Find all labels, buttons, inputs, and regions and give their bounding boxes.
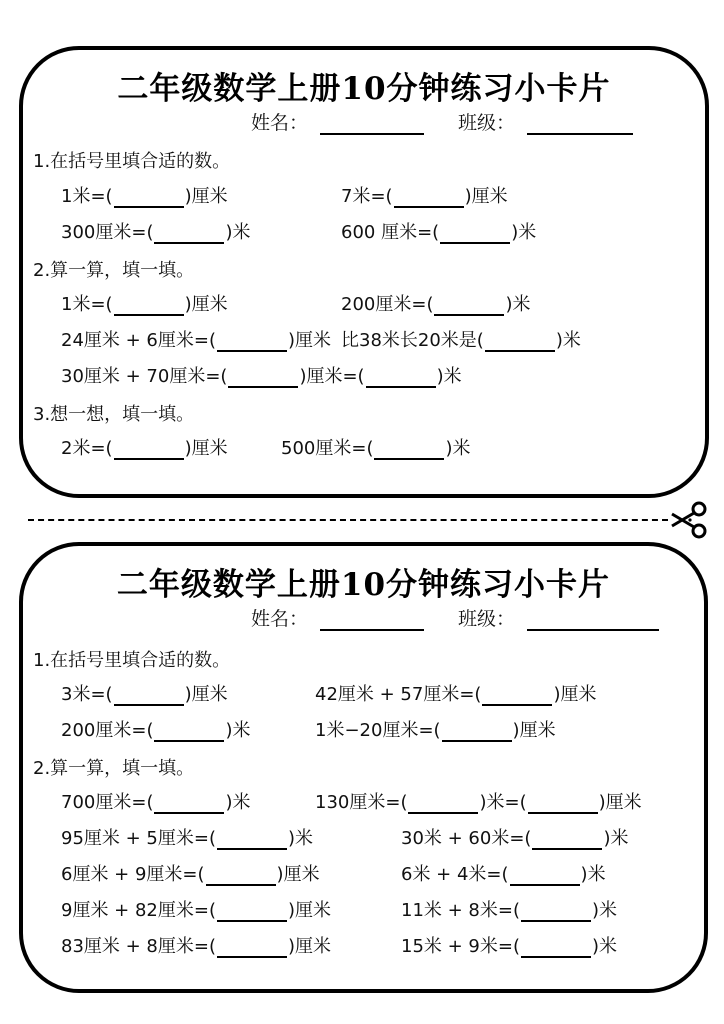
exercise-item (61, 218, 341, 244)
answer-blank[interactable] (394, 186, 464, 208)
question-text: 200厘米=( (341, 294, 434, 315)
section-heading: 2.算一算，填一填。 (33, 758, 195, 779)
name-label: 姓名： (251, 112, 309, 134)
exercise-row (61, 326, 581, 352)
unit-text: )米 (225, 792, 251, 813)
question-text: 1米=( (61, 186, 113, 207)
exercise-item (315, 716, 556, 742)
exercise-row (61, 434, 471, 460)
exercise-row (61, 182, 508, 208)
answer-blank[interactable] (228, 366, 298, 388)
answer-blank[interactable] (154, 222, 224, 244)
answer-blank[interactable] (442, 720, 512, 742)
section-heading: 2.算一算，填一填。 (33, 260, 195, 281)
unit-text: )厘米=( (299, 366, 365, 387)
answer-blank[interactable] (528, 792, 598, 814)
unit-text: )厘米 (598, 792, 642, 813)
question-text: 30厘米 + 70厘米=( (61, 366, 228, 387)
question-text: 比38米长20米是( (341, 330, 484, 351)
exercise-item (61, 896, 401, 922)
exercise-row (61, 716, 556, 742)
answer-blank[interactable] (485, 330, 555, 352)
exercise-item (61, 434, 281, 460)
exercise-item (61, 182, 341, 208)
name-blank[interactable] (320, 111, 424, 135)
answer-blank[interactable] (217, 330, 287, 352)
unit-text: )米 (592, 936, 618, 957)
exercise-item (61, 932, 401, 958)
unit-text: )厘米 (288, 330, 332, 351)
question-text: 3米=( (61, 684, 113, 705)
answer-blank[interactable] (217, 900, 287, 922)
exercise-row (61, 824, 628, 850)
unit-text: )米 (436, 366, 462, 387)
exercise-item (401, 824, 628, 850)
question-text: 42厘米 + 57厘米=( (315, 684, 482, 705)
answer-blank[interactable] (510, 864, 580, 886)
question-text: 15米 + 9米=( (401, 936, 520, 957)
question-text: 7米=( (341, 186, 393, 207)
unit-text: )米 (555, 330, 581, 351)
exercise-row (61, 932, 617, 958)
exercise-item (341, 182, 508, 208)
exercise-item (401, 896, 617, 922)
exercise-item (341, 326, 581, 352)
unit-text: )厘米 (464, 186, 508, 207)
answer-blank[interactable] (440, 222, 510, 244)
class-blank[interactable] (527, 607, 659, 631)
cut-dashed-line (28, 519, 668, 521)
exercise-row (61, 788, 642, 814)
unit-text: )米 (288, 828, 314, 849)
card-title: 二年级数学上册10分钟练习小卡片 (116, 567, 611, 603)
answer-blank[interactable] (114, 294, 184, 316)
student-info-row (251, 604, 659, 631)
card-title: 二年级数学上册10分钟练习小卡片 (117, 71, 611, 107)
unit-text: )米 (603, 828, 629, 849)
exercise-item (61, 362, 462, 388)
unit-text: )厘米 (288, 936, 332, 957)
exercise-item (61, 824, 401, 850)
answer-blank[interactable] (532, 828, 602, 850)
exercise-row (61, 896, 617, 922)
question-text: 200厘米=( (61, 720, 154, 741)
answer-blank[interactable] (521, 900, 591, 922)
answer-blank[interactable] (374, 438, 444, 460)
unit-text: )厘米 (512, 720, 556, 741)
unit-text: )厘米 (184, 294, 228, 315)
answer-blank[interactable] (434, 294, 504, 316)
exercise-row (61, 362, 462, 388)
unit-text: )厘米 (553, 684, 597, 705)
exercise-item (341, 218, 536, 244)
question-text: 11米 + 8米=( (401, 900, 520, 921)
answer-blank[interactable] (482, 684, 552, 706)
answer-blank[interactable] (114, 438, 184, 460)
answer-blank[interactable] (154, 792, 224, 814)
unit-text: )米 (580, 864, 606, 885)
exercise-row (61, 218, 536, 244)
exercise-item (61, 716, 315, 742)
name-label: 姓名： (251, 608, 309, 630)
question-text: 700厘米=( (61, 792, 154, 813)
practice-card-2 (19, 542, 708, 993)
class-blank[interactable] (527, 111, 633, 135)
section-heading: 3.想一想，填一填。 (33, 404, 195, 425)
answer-blank[interactable] (217, 936, 287, 958)
question-text: 83厘米 + 8厘米=( (61, 936, 216, 957)
unit-text: )米=( (479, 792, 527, 813)
exercise-item (61, 680, 315, 706)
exercise-item (281, 434, 471, 460)
question-text: 6米 + 4米=( (401, 864, 509, 885)
answer-blank[interactable] (366, 366, 436, 388)
question-text: 24厘米 + 6厘米=( (61, 330, 216, 351)
exercise-row (61, 680, 596, 706)
student-info-row (251, 108, 633, 135)
exercise-item (401, 860, 606, 886)
question-text: 6厘米 + 9厘米=( (61, 864, 205, 885)
question-text: 30米 + 60米=( (401, 828, 532, 849)
unit-text: )厘米 (276, 864, 320, 885)
exercise-item (61, 860, 401, 886)
answer-blank[interactable] (408, 792, 478, 814)
answer-blank[interactable] (154, 720, 224, 742)
exercise-item (315, 788, 642, 814)
unit-text: )厘米 (184, 438, 228, 459)
answer-blank[interactable] (217, 828, 287, 850)
name-blank[interactable] (320, 607, 424, 631)
question-text: 1米=( (61, 294, 113, 315)
question-text: 1米−20厘米=( (315, 720, 441, 741)
answer-blank[interactable] (206, 864, 276, 886)
unit-text: )米 (225, 222, 251, 243)
exercise-item (61, 290, 341, 316)
section-heading: 1.在括号里填合适的数。 (33, 650, 231, 671)
answer-blank[interactable] (114, 684, 184, 706)
question-text: 95厘米 + 5厘米=( (61, 828, 216, 849)
question-text: 300厘米=( (61, 222, 154, 243)
exercise-item (341, 290, 531, 316)
question-text: 130厘米=( (315, 792, 408, 813)
exercise-item (401, 932, 617, 958)
practice-card-1 (19, 46, 709, 498)
unit-text: )厘米 (184, 684, 228, 705)
exercise-row (61, 290, 531, 316)
question-text: 600 厘米=( (341, 222, 440, 243)
section-heading: 1.在括号里填合适的数。 (33, 151, 231, 172)
question-text: 9厘米 + 82厘米=( (61, 900, 216, 921)
exercise-item (315, 680, 596, 706)
scissors-icon (666, 500, 710, 540)
unit-text: )米 (592, 900, 618, 921)
exercise-item (61, 326, 341, 352)
unit-text: )厘米 (288, 900, 332, 921)
answer-blank[interactable] (114, 186, 184, 208)
unit-text: )米 (225, 720, 251, 741)
unit-text: )厘米 (184, 186, 228, 207)
exercise-row (61, 860, 606, 886)
exercise-item (61, 788, 315, 814)
question-text: 500厘米=( (281, 438, 374, 459)
unit-text: )米 (445, 438, 471, 459)
unit-text: )米 (505, 294, 531, 315)
class-label: 班级： (458, 112, 516, 134)
question-text: 2米=( (61, 438, 113, 459)
unit-text: )米 (511, 222, 537, 243)
class-label: 班级： (458, 608, 516, 630)
answer-blank[interactable] (521, 936, 591, 958)
